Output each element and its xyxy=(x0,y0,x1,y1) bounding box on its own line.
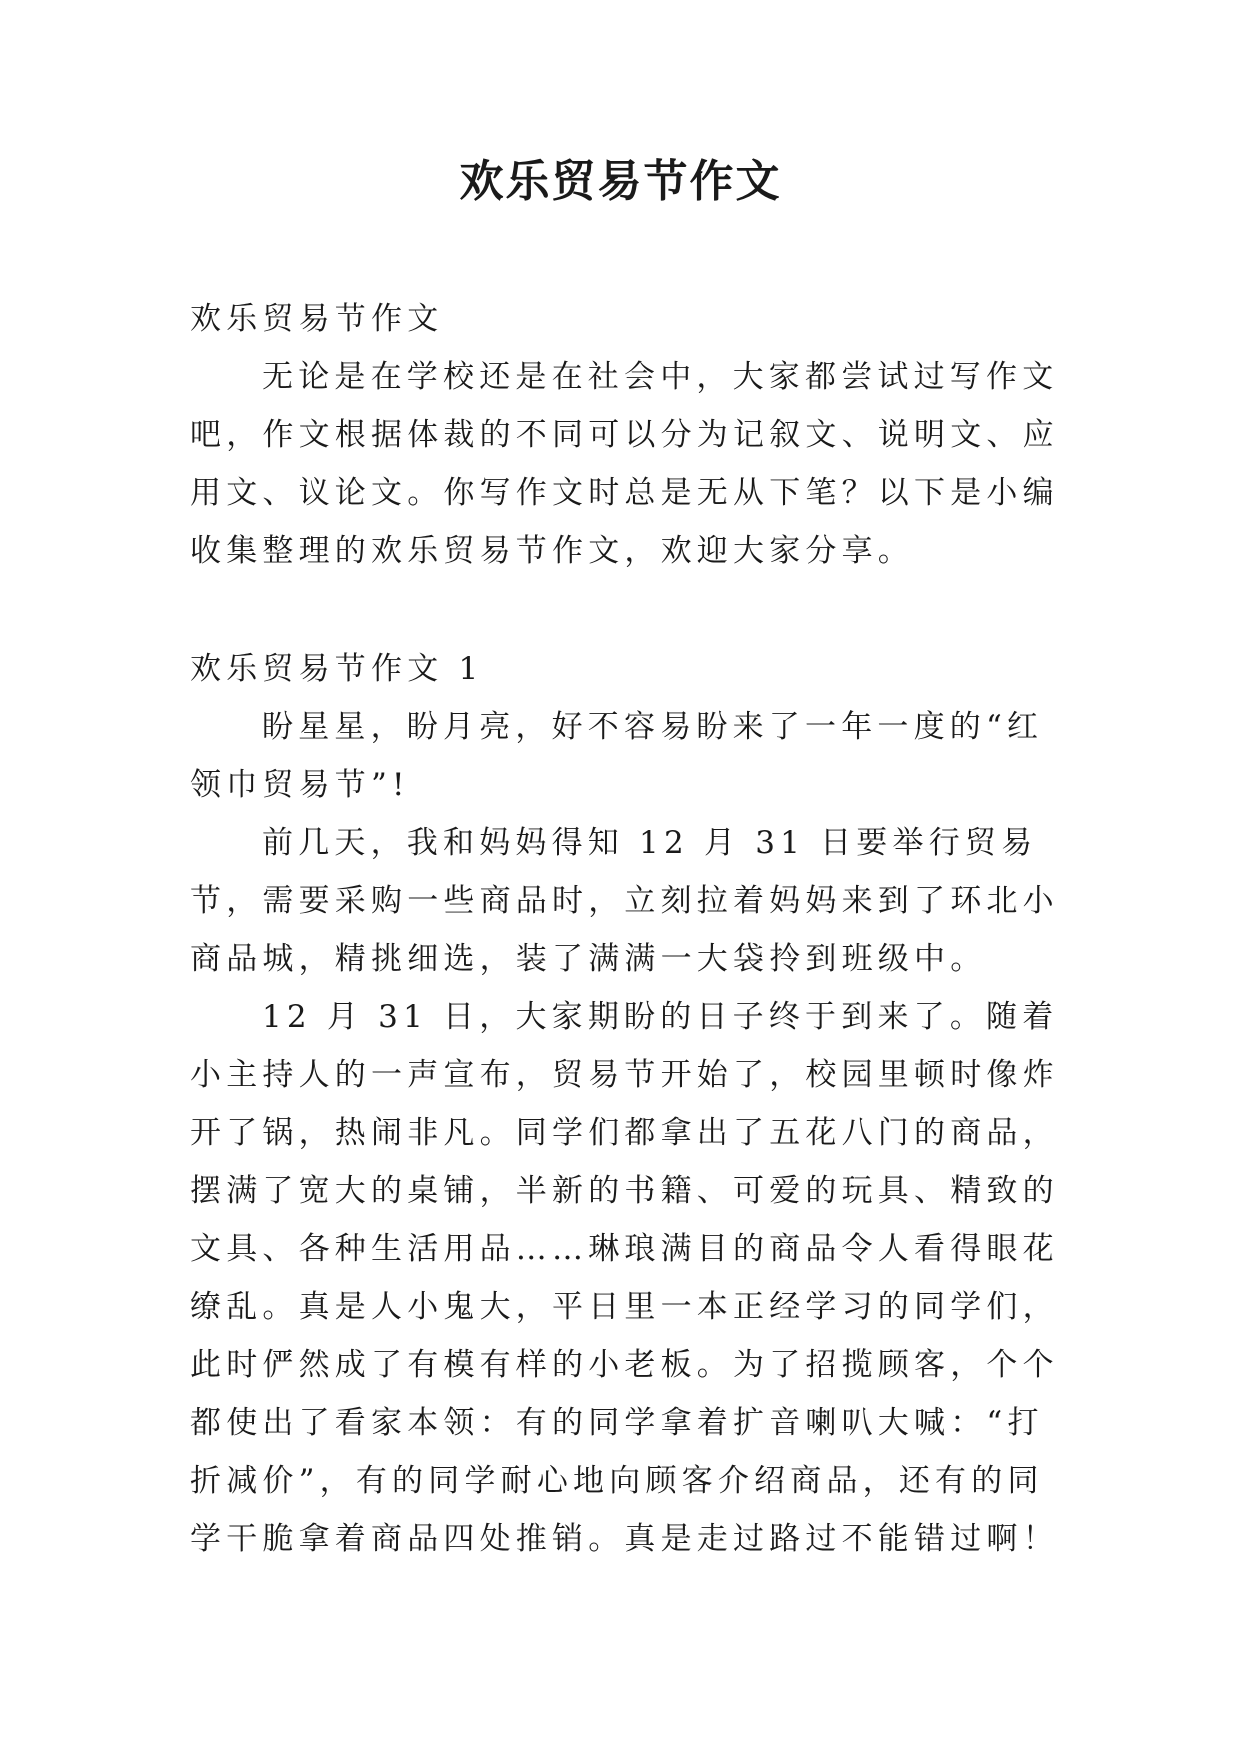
section-1-paragraph-3: 12 月 31 日，大家期盼的日子终于到来了。随着小主持人的一声宣布，贸易节开始了，校园里顿时像炸开了锅，热闹非凡。同学们都拿出了五花八门的商品，摆满了宽大的桌铺，半新的书籍、可爱的玩具、精致的文具、各种生活用品……琳琅满目的商品令人看得眼花缭乱。真是人小鬼大，平日里一本正经学习的同学们，此时俨然成了有模有样的小老板。为了招揽顾客，个个都使出了看家本领：有的同学拿着扩音喇叭大喊：“打折减价”，有的同学耐心地向顾客介绍商品，还有的同学干脆拿着商品四处推销。真是走过路过不能错过啊！ xyxy=(190,999,1059,1557)
section-1-label: 欢乐贸易节作文 1 xyxy=(190,651,484,687)
section-spacer xyxy=(190,580,1060,640)
intro-paragraph: 无论是在学校还是在社会中，大家都尝试过写作文吧，作文根据体裁的不同可以分为记叙文、说明文、应用文、议论文。你写作文时总是无从下笔？以下是小编收集整理的欢乐贸易节作文，欢迎大家分享。 xyxy=(190,359,1059,569)
document-title: 欢乐贸易节作文 xyxy=(459,156,782,207)
intro-label: 欢乐贸易节作文 xyxy=(190,301,444,337)
section-1-paragraph-1: 盼星星，盼月亮，好不容易盼来了一年一度的“红领巾贸易节”! xyxy=(190,709,1044,803)
section-1-paragraph-2: 前几天，我和妈妈得知 12 月 31 日要举行贸易节，需要采购一些商品时，立刻拉着妈妈来到了环北小商品城，精挑细选，装了满满一大袋拎到班级中。 xyxy=(190,825,1059,977)
document-body xyxy=(190,290,1060,1568)
